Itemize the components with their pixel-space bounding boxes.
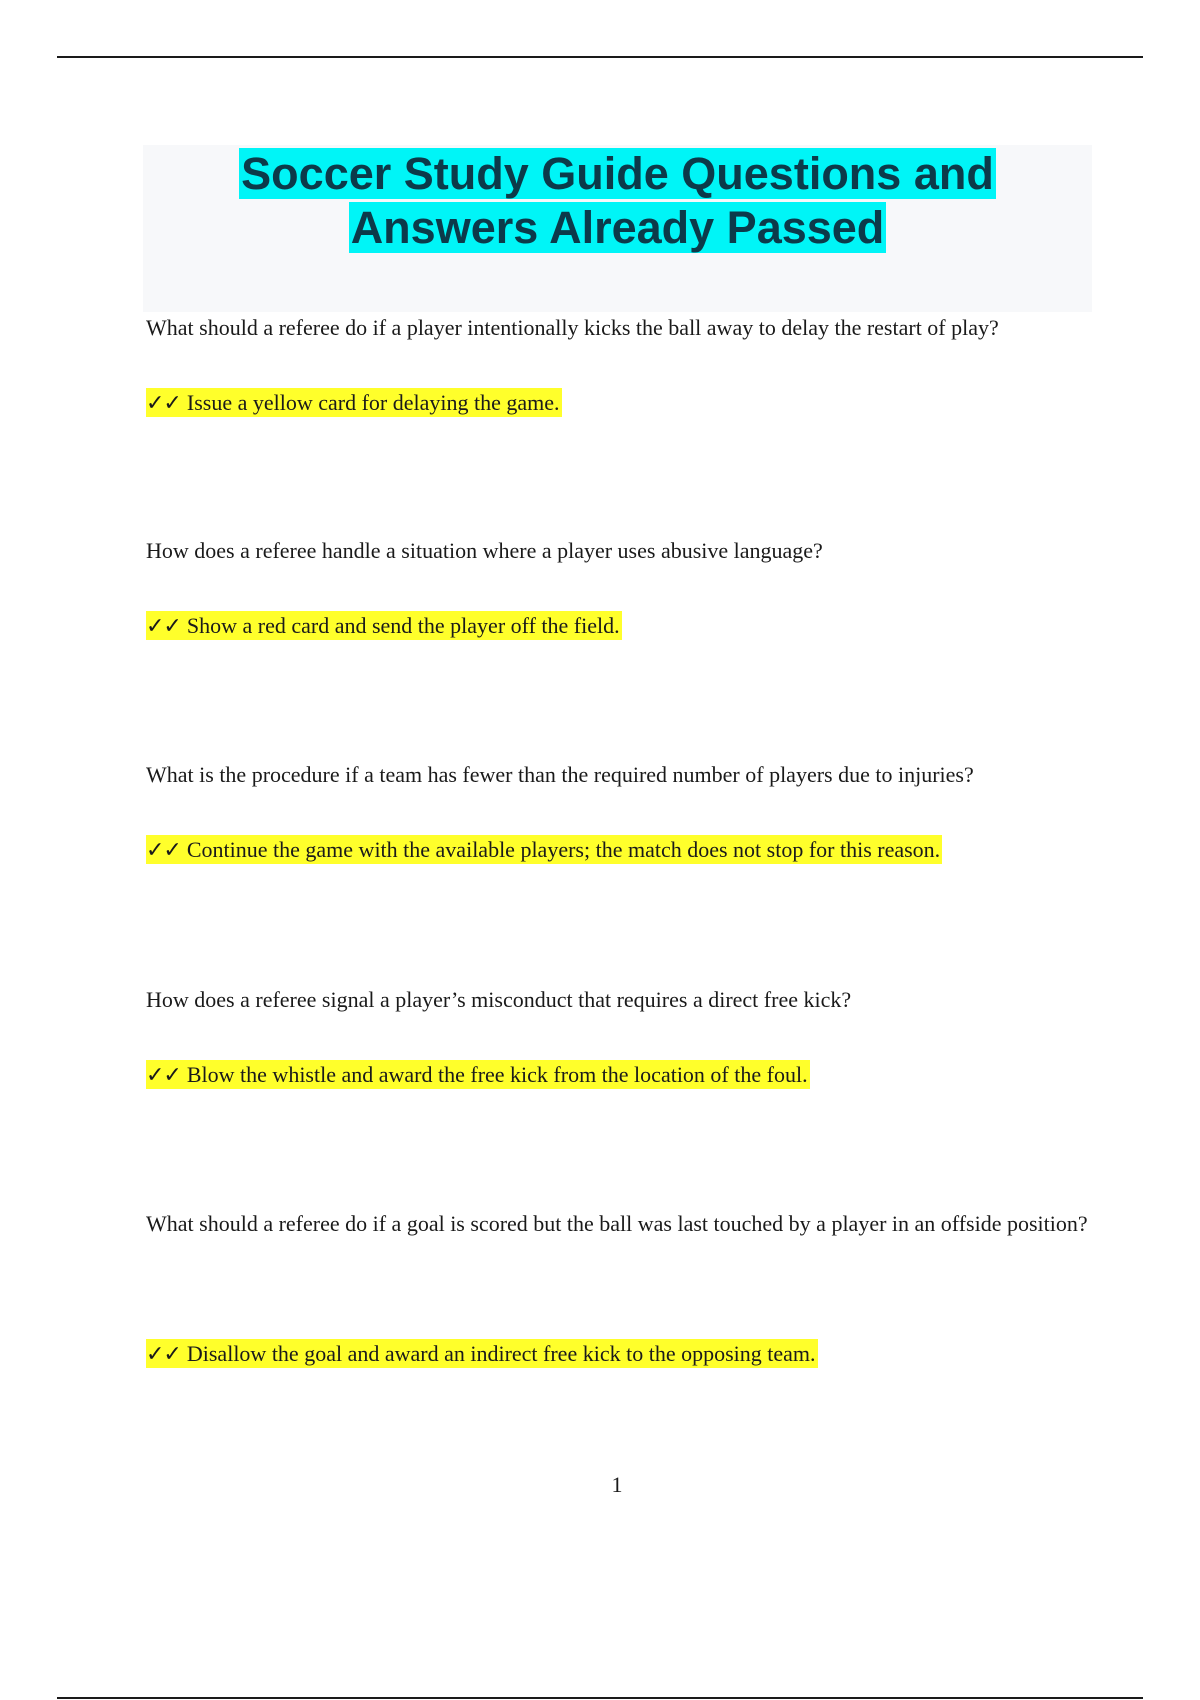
qa-item-2 (146, 523, 1096, 639)
question-text: How does a referee handle a situation where a player uses abusive language? (146, 538, 823, 563)
answer-highlight (146, 611, 622, 640)
answer-text (146, 1060, 810, 1091)
qa-item-1 (146, 300, 1096, 416)
check-icon: ✓✓ (146, 391, 181, 416)
answer-text (146, 835, 942, 866)
answer-label: Continue the game with the available players; the match does not stop for this reason. (186, 837, 941, 862)
answer-text (146, 1339, 818, 1370)
check-icon: ✓✓ (146, 614, 181, 639)
answer-label: Show a red card and send the player off the field. (186, 613, 620, 638)
footer-rule (57, 1697, 1143, 1699)
answer-highlight (146, 835, 942, 864)
qa-item-4 (146, 972, 1096, 1088)
question-text: What is the procedure if a team has fewer than the required number of players due to injuries? (146, 762, 974, 787)
answer-label: Issue a yellow card for delaying the game. (186, 390, 560, 415)
check-icon: ✓✓ (146, 1342, 181, 1367)
qa-item-3 (146, 747, 1096, 863)
answer-label: Blow the whistle and award the free kick from the location of the foul. (186, 1062, 808, 1087)
title-banner (143, 145, 1092, 312)
question-text: What should a referee do if a goal is scored but the ball was last touched by a player in an offside position? (146, 1211, 1088, 1236)
check-icon: ✓✓ (146, 838, 181, 863)
answer-highlight (146, 388, 562, 417)
question-text: What should a referee do if a player intentionally kicks the ball away to delay the restart of play? (146, 315, 999, 340)
page-number: 1 (611, 1472, 623, 1497)
answer-label: Disallow the goal and award an indirect free kick to the opposing team. (186, 1341, 816, 1366)
qa-item-5 (146, 1196, 1096, 1367)
answer-text (146, 611, 622, 642)
header-rule (57, 56, 1143, 58)
title-highlight: Soccer Study Guide Questions and Answers Already Passed (241, 148, 994, 253)
check-icon: ✓✓ (146, 1063, 181, 1088)
question-text: How does a referee signal a player’s misconduct that requires a direct free kick? (146, 987, 852, 1012)
answer-text (146, 388, 562, 419)
answer-highlight (146, 1060, 810, 1089)
answer-highlight (146, 1339, 818, 1368)
document-title (143, 145, 1092, 255)
